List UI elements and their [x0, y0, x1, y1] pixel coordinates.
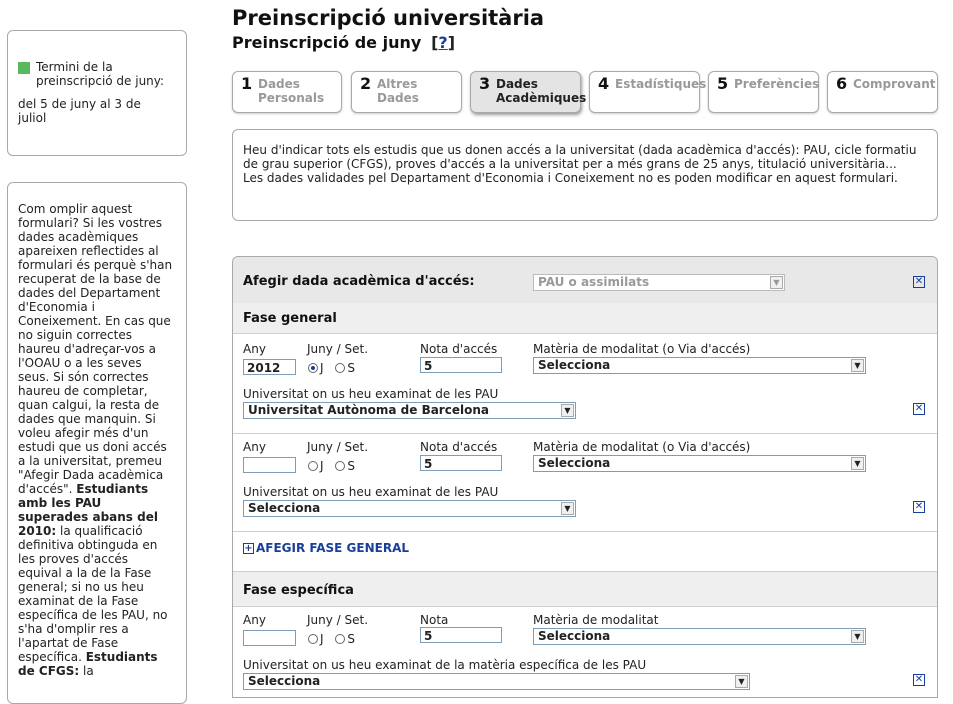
any-label: Any — [243, 613, 266, 627]
nota-input[interactable]: 5 — [420, 357, 502, 373]
universitat-value: Selecciona — [248, 674, 321, 688]
add-fase-general-label: AFEGIR FASE GENERAL — [256, 541, 409, 555]
academic-data-panel — [232, 256, 938, 698]
tab-label: Comprovant — [853, 77, 936, 91]
chevron-down-icon: ▼ — [561, 502, 574, 515]
fase-general-title: Fase general — [243, 311, 337, 326]
any-label: Any — [243, 440, 266, 454]
help-paragraph-2: la qualificació definitiva obtinguda en les proves d'accés equival a la de la Fase general; si no us heu examinat de la Fase específica de les PAU, no s'ha d'omplir res a l'apartat de Fase específica. — [18, 524, 168, 664]
help-text — [18, 202, 174, 678]
help-link[interactable]: ? — [438, 33, 448, 52]
materia-value: Selecciona — [538, 629, 611, 643]
juny-set-label: Juny / Set. — [307, 613, 369, 627]
materia-value: Selecciona — [538, 358, 611, 372]
tab-label: Preferències — [734, 77, 820, 91]
divider — [233, 606, 937, 607]
help-bold-1: Estudiants amb les PAU superades abans del 2010: — [18, 482, 158, 538]
season-radio-group — [308, 458, 355, 473]
radio-juny[interactable] — [308, 363, 318, 373]
remove-icon[interactable]: ✕ — [914, 403, 924, 414]
chevron-down-icon: ▼ — [561, 404, 574, 417]
deadline-box — [7, 30, 187, 156]
universitat-label: Universitat on us heu examinat de les PAU — [243, 387, 499, 401]
tab-altres-dades[interactable] — [351, 71, 462, 113]
chevron-down-icon: ▼ — [851, 630, 864, 643]
season-radio-group — [308, 631, 355, 646]
materia-select[interactable] — [533, 628, 866, 645]
tab-number: 3 — [479, 74, 491, 93]
help-paragraph-3: la — [79, 664, 94, 678]
any-input[interactable]: 2012 — [243, 359, 296, 375]
deadline-dates: del 5 de juny al 3 de juliol — [18, 97, 141, 125]
page-subtitle-row — [232, 33, 455, 52]
universitat-value: Selecciona — [248, 501, 321, 515]
deadline-title: Termini de la preinscripció de juny: — [36, 60, 165, 88]
materia-select[interactable] — [533, 455, 866, 472]
materia-label: Matèria de modalitat (o Via d'accés) — [533, 342, 751, 356]
chevron-down-icon: ▼ — [851, 457, 864, 470]
universitat-label: Universitat on us heu examinat de les PAU — [243, 485, 499, 499]
close-icon[interactable]: ✕ — [914, 276, 924, 287]
divider — [233, 531, 937, 532]
universitat-select[interactable] — [243, 402, 576, 419]
radio-setembre[interactable] — [335, 363, 345, 373]
any-input[interactable] — [243, 630, 296, 646]
help-box — [7, 182, 187, 704]
radio-setembre-label: S — [347, 360, 355, 375]
remove-icon[interactable]: ✕ — [914, 501, 924, 512]
tab-number: 6 — [836, 74, 848, 93]
any-input[interactable] — [243, 457, 296, 473]
universitat-label: Universitat on us heu examinat de la matèria específica de les PAU — [243, 658, 647, 672]
tab-comprovant[interactable] — [827, 71, 938, 113]
add-fase-general-link[interactable] — [243, 541, 409, 555]
radio-juny-label: J — [320, 631, 324, 646]
remove-icon[interactable]: ✕ — [914, 674, 924, 685]
tab-estadistiques[interactable] — [589, 71, 707, 113]
universitat-select[interactable] — [243, 500, 576, 517]
tab-preferencies[interactable] — [708, 71, 819, 113]
radio-juny[interactable] — [308, 461, 318, 471]
fase-general-band — [233, 303, 937, 333]
materia-label: Matèria de modalitat (o Via d'accés) — [533, 440, 751, 454]
plus-icon: + — [244, 543, 253, 554]
radio-setembre[interactable] — [335, 634, 345, 644]
materia-select[interactable] — [533, 357, 866, 374]
help-bold-2: Estudiants de CFGS: — [18, 650, 158, 678]
chevron-down-icon: ▼ — [851, 359, 864, 372]
help-paragraph-1: Com omplir aquest formulari? Si les vostres dades acadèmiques apareixen reflectides al formulari és perquè s'han recuperat de la base de dades del Departament d'Economia i Coneixement. En cas que no siguin correctes haureu d'adreçar-vos a l'OOAU o a les seves seus. Si són correctes haureu de completar, quan calgui, la resta de dades que manquin. Si voleu afegir més d'un estudi que us doni accés a la universitat, premeu "Afegir Dada acadèmica d'accés". — [18, 202, 173, 496]
tab-dades-personals[interactable] — [232, 71, 342, 113]
chevron-down-icon: ▼ — [770, 276, 783, 289]
materia-value: Selecciona — [538, 456, 611, 470]
season-radio-group — [308, 360, 355, 375]
info-line-1: Heu d'indicar tots els estudis que us donen accés a la universitat (dada acadèmica d'accés): PAU, cicle formatiu de grau superior (CFGS), proves d'accés a la universitat per a més grans de 25 anys, titulació universitària... — [243, 143, 917, 171]
juny-set-label: Juny / Set. — [307, 342, 369, 356]
radio-setembre-label: S — [347, 458, 355, 473]
tab-number: 1 — [241, 74, 253, 93]
add-academic-label: Afegir dada acadèmica d'accés: — [243, 274, 475, 289]
access-type-select[interactable] — [533, 274, 785, 291]
nota-input[interactable]: 5 — [420, 455, 502, 471]
divider — [233, 333, 937, 334]
any-label: Any — [243, 342, 266, 356]
page-title: Preinscripció universitària — [232, 6, 545, 30]
tab-number: 5 — [717, 74, 729, 93]
divider — [233, 433, 937, 434]
radio-juny[interactable] — [308, 634, 318, 644]
info-text — [243, 143, 933, 185]
juny-set-label: Juny / Set. — [307, 440, 369, 454]
nota-acces-label: Nota d'accés — [420, 342, 498, 356]
chevron-down-icon: ▼ — [735, 675, 748, 688]
universitat-select[interactable] — [243, 673, 750, 690]
radio-setembre[interactable] — [335, 461, 345, 471]
radio-juny-label: J — [320, 458, 324, 473]
tab-number: 4 — [598, 74, 610, 93]
universitat-value: Universitat Autònoma de Barcelona — [248, 403, 489, 417]
access-type-value: PAU o assimilats — [538, 275, 650, 289]
panel-header — [233, 257, 937, 304]
tab-label: Altres Dades — [377, 77, 419, 105]
info-line-2: Les dades validades pel Departament d'Economia i Coneixement no es poden modificar en aquest formulari. — [243, 171, 898, 185]
info-box — [232, 129, 938, 221]
tab-label: Dades Acadèmiques — [496, 77, 587, 105]
tab-number: 2 — [360, 74, 372, 93]
green-square-icon — [18, 62, 30, 74]
tab-label: Dades Personals — [258, 77, 325, 105]
tab-dades-academiques[interactable] — [470, 71, 587, 113]
nota-label: Nota — [420, 613, 449, 627]
radio-juny-label: J — [320, 360, 324, 375]
materia-label: Matèria de modalitat — [533, 613, 659, 627]
fase-especifica-band — [233, 572, 937, 606]
tab-label: Estadístiques — [615, 77, 707, 91]
radio-setembre-label: S — [347, 631, 355, 646]
help-bracket: [?] — [431, 33, 456, 52]
fase-especifica-title: Fase específica — [243, 583, 354, 598]
page-subtitle: Preinscripció de juny — [232, 33, 422, 52]
nota-input[interactable]: 5 — [420, 627, 502, 643]
nota-acces-label: Nota d'accés — [420, 440, 498, 454]
